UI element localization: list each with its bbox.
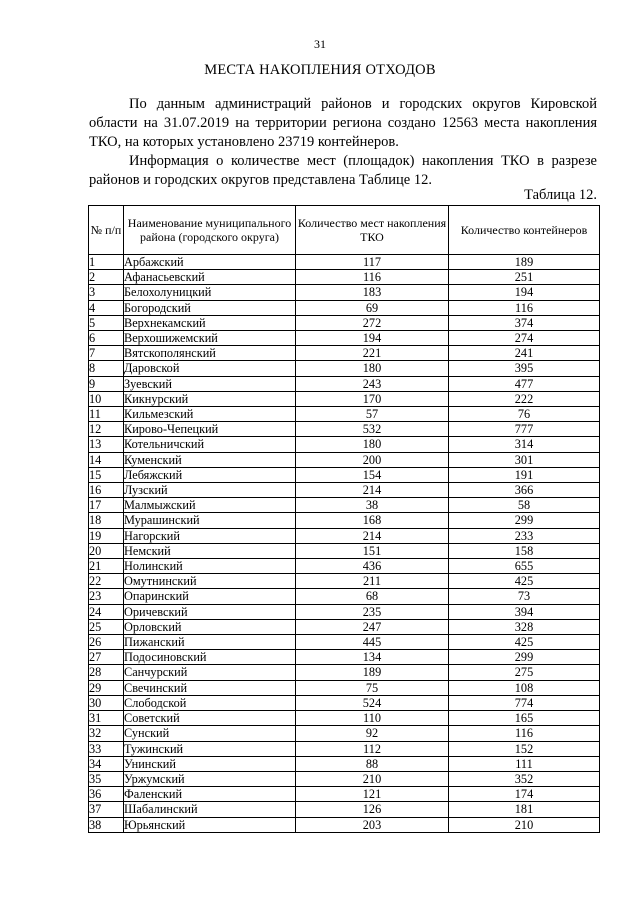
header-containers-count: Количество контейнеров	[449, 206, 600, 255]
table-row	[89, 543, 600, 558]
table-row	[89, 650, 600, 665]
sites-count: 532	[296, 422, 449, 437]
row-number: 7	[89, 346, 124, 361]
row-number: 18	[89, 513, 124, 528]
district-name: Слободской	[124, 695, 296, 710]
row-number: 30	[89, 695, 124, 710]
district-name: Немский	[124, 543, 296, 558]
table-row	[89, 483, 600, 498]
containers-count: 58	[449, 498, 600, 513]
containers-count: 275	[449, 665, 600, 680]
sites-count: 272	[296, 315, 449, 330]
containers-count: 374	[449, 315, 600, 330]
table-row	[89, 467, 600, 482]
containers-count: 165	[449, 711, 600, 726]
row-number: 26	[89, 635, 124, 650]
sites-count: 134	[296, 650, 449, 665]
table-row	[89, 589, 600, 604]
row-number: 27	[89, 650, 124, 665]
table-header-row	[89, 206, 600, 255]
row-number: 24	[89, 604, 124, 619]
containers-count: 655	[449, 559, 600, 574]
row-number: 1	[89, 255, 124, 270]
sites-count: 88	[296, 756, 449, 771]
containers-count: 158	[449, 543, 600, 558]
sites-count: 524	[296, 695, 449, 710]
sites-count: 69	[296, 300, 449, 315]
sites-count: 214	[296, 483, 449, 498]
row-number: 10	[89, 391, 124, 406]
containers-count: 181	[449, 802, 600, 817]
containers-count: 777	[449, 422, 600, 437]
containers-count: 210	[449, 817, 600, 832]
district-name: Уржумский	[124, 771, 296, 786]
containers-count: 352	[449, 771, 600, 786]
row-number: 20	[89, 543, 124, 558]
table-row	[89, 726, 600, 741]
table-row	[89, 331, 600, 346]
table-row	[89, 315, 600, 330]
sites-count: 121	[296, 787, 449, 802]
district-name: Малмыжский	[124, 498, 296, 513]
district-name: Тужинский	[124, 741, 296, 756]
row-number: 6	[89, 331, 124, 346]
row-number: 4	[89, 300, 124, 315]
sites-count: 445	[296, 635, 449, 650]
district-name: Пижанский	[124, 635, 296, 650]
district-name: Нолинский	[124, 559, 296, 574]
intro-paragraph: По данным администраций районов и городских округов Кировской области на 31.07.2019 на территории региона создано 12563 места накопления ТКО, на которых установлено 23719 контейнеров.	[89, 96, 597, 150]
containers-count: 116	[449, 726, 600, 741]
containers-count: 328	[449, 619, 600, 634]
containers-count: 274	[449, 331, 600, 346]
row-number: 32	[89, 726, 124, 741]
district-name: Мурашинский	[124, 513, 296, 528]
district-name: Богородский	[124, 300, 296, 315]
containers-count: 425	[449, 574, 600, 589]
header-sites-count: Количество мест накопления ТКО	[296, 206, 449, 255]
table-row	[89, 619, 600, 634]
district-name: Опаринский	[124, 589, 296, 604]
district-name: Орловский	[124, 619, 296, 634]
table-row	[89, 376, 600, 391]
sites-count: 117	[296, 255, 449, 270]
containers-count: 194	[449, 285, 600, 300]
row-number: 29	[89, 680, 124, 695]
table-row	[89, 559, 600, 574]
table-row	[89, 680, 600, 695]
row-number: 13	[89, 437, 124, 452]
containers-count: 477	[449, 376, 600, 391]
table-row	[89, 787, 600, 802]
row-number: 23	[89, 589, 124, 604]
district-name: Арбажский	[124, 255, 296, 270]
page-number: 31	[314, 37, 326, 51]
district-name: Сунский	[124, 726, 296, 741]
table-row	[89, 270, 600, 285]
row-number: 28	[89, 665, 124, 680]
sites-count: 183	[296, 285, 449, 300]
sites-count: 221	[296, 346, 449, 361]
district-name: Кирово-Чепецкий	[124, 422, 296, 437]
row-number: 16	[89, 483, 124, 498]
containers-count: 111	[449, 756, 600, 771]
waste-sites-table	[88, 205, 600, 833]
row-number: 3	[89, 285, 124, 300]
containers-count: 299	[449, 513, 600, 528]
table-row	[89, 635, 600, 650]
row-number: 36	[89, 787, 124, 802]
table-row	[89, 346, 600, 361]
sites-count: 210	[296, 771, 449, 786]
table-row	[89, 665, 600, 680]
containers-count: 774	[449, 695, 600, 710]
sites-count: 200	[296, 452, 449, 467]
district-name: Вятскополянский	[124, 346, 296, 361]
district-name: Нагорский	[124, 528, 296, 543]
table-row	[89, 422, 600, 437]
table-row	[89, 437, 600, 452]
table-row	[89, 817, 600, 832]
row-number: 38	[89, 817, 124, 832]
district-name: Омутнинский	[124, 574, 296, 589]
district-name: Верхошижемский	[124, 331, 296, 346]
containers-count: 314	[449, 437, 600, 452]
containers-count: 425	[449, 635, 600, 650]
row-number: 5	[89, 315, 124, 330]
table-row	[89, 452, 600, 467]
header-district-name: Наименование муниципального района (городского округа)	[124, 206, 296, 255]
district-name: Белохолуницкий	[124, 285, 296, 300]
row-number: 22	[89, 574, 124, 589]
table-row	[89, 741, 600, 756]
containers-count: 189	[449, 255, 600, 270]
containers-count: 76	[449, 407, 600, 422]
containers-count: 394	[449, 604, 600, 619]
district-name: Кильмезский	[124, 407, 296, 422]
table-body	[89, 255, 600, 833]
sites-count: 194	[296, 331, 449, 346]
district-name: Подосиновский	[124, 650, 296, 665]
table-row	[89, 711, 600, 726]
sites-count: 57	[296, 407, 449, 422]
row-number: 17	[89, 498, 124, 513]
row-number: 35	[89, 771, 124, 786]
table-row	[89, 255, 600, 270]
table-row	[89, 285, 600, 300]
row-number: 21	[89, 559, 124, 574]
containers-count: 299	[449, 650, 600, 665]
containers-count: 366	[449, 483, 600, 498]
header-number: № п/п	[89, 206, 124, 255]
containers-count: 222	[449, 391, 600, 406]
containers-count: 251	[449, 270, 600, 285]
row-number: 2	[89, 270, 124, 285]
table-row	[89, 695, 600, 710]
table-row	[89, 802, 600, 817]
row-number: 9	[89, 376, 124, 391]
district-name: Санчурский	[124, 665, 296, 680]
row-number: 37	[89, 802, 124, 817]
sites-count: 214	[296, 528, 449, 543]
district-name: Фаленский	[124, 787, 296, 802]
table-row	[89, 528, 600, 543]
district-name: Унинский	[124, 756, 296, 771]
containers-count: 191	[449, 467, 600, 482]
row-number: 19	[89, 528, 124, 543]
district-name: Котельничский	[124, 437, 296, 452]
table-row	[89, 391, 600, 406]
sites-count: 180	[296, 437, 449, 452]
sites-count: 243	[296, 376, 449, 391]
table-row	[89, 604, 600, 619]
district-name: Лебяжский	[124, 467, 296, 482]
containers-count: 116	[449, 300, 600, 315]
district-name: Кикнурский	[124, 391, 296, 406]
table-row	[89, 300, 600, 315]
table-row	[89, 771, 600, 786]
containers-count: 152	[449, 741, 600, 756]
sites-count: 211	[296, 574, 449, 589]
district-name: Оричевский	[124, 604, 296, 619]
sites-count: 126	[296, 802, 449, 817]
table-reference-paragraph: Информация о количестве мест (площадок) накопления ТКО в разрезе районов и городских округов представлена Таблице 12.	[89, 153, 597, 188]
containers-count: 241	[449, 346, 600, 361]
sites-count: 247	[296, 619, 449, 634]
sites-count: 168	[296, 513, 449, 528]
sites-count: 75	[296, 680, 449, 695]
row-number: 31	[89, 711, 124, 726]
district-name: Верхнекамский	[124, 315, 296, 330]
table-row	[89, 756, 600, 771]
row-number: 14	[89, 452, 124, 467]
sites-count: 151	[296, 543, 449, 558]
row-number: 15	[89, 467, 124, 482]
row-number: 34	[89, 756, 124, 771]
sites-count: 92	[296, 726, 449, 741]
row-number: 12	[89, 422, 124, 437]
sites-count: 235	[296, 604, 449, 619]
containers-count: 395	[449, 361, 600, 376]
sites-count: 436	[296, 559, 449, 574]
district-name: Лузский	[124, 483, 296, 498]
sites-count: 180	[296, 361, 449, 376]
sites-count: 38	[296, 498, 449, 513]
table-caption: Таблица 12.	[524, 187, 597, 203]
district-name: Юрьянский	[124, 817, 296, 832]
row-number: 8	[89, 361, 124, 376]
district-name: Даровской	[124, 361, 296, 376]
sites-count: 154	[296, 467, 449, 482]
sites-count: 170	[296, 391, 449, 406]
sites-count: 68	[296, 589, 449, 604]
district-name: Свечинский	[124, 680, 296, 695]
district-name: Советский	[124, 711, 296, 726]
containers-count: 108	[449, 680, 600, 695]
sites-count: 112	[296, 741, 449, 756]
sites-count: 110	[296, 711, 449, 726]
district-name: Куменский	[124, 452, 296, 467]
table-row	[89, 574, 600, 589]
row-number: 33	[89, 741, 124, 756]
district-name: Афанасьевский	[124, 270, 296, 285]
district-name: Зуевский	[124, 376, 296, 391]
row-number: 11	[89, 407, 124, 422]
row-number: 25	[89, 619, 124, 634]
table-row	[89, 513, 600, 528]
table-row	[89, 407, 600, 422]
table-row	[89, 361, 600, 376]
containers-count: 301	[449, 452, 600, 467]
table-row	[89, 498, 600, 513]
containers-count: 233	[449, 528, 600, 543]
district-name: Шабалинский	[124, 802, 296, 817]
section-title: МЕСТА НАКОПЛЕНИЯ ОТХОДОВ	[204, 62, 436, 78]
sites-count: 116	[296, 270, 449, 285]
sites-count: 189	[296, 665, 449, 680]
containers-count: 73	[449, 589, 600, 604]
containers-count: 174	[449, 787, 600, 802]
sites-count: 203	[296, 817, 449, 832]
